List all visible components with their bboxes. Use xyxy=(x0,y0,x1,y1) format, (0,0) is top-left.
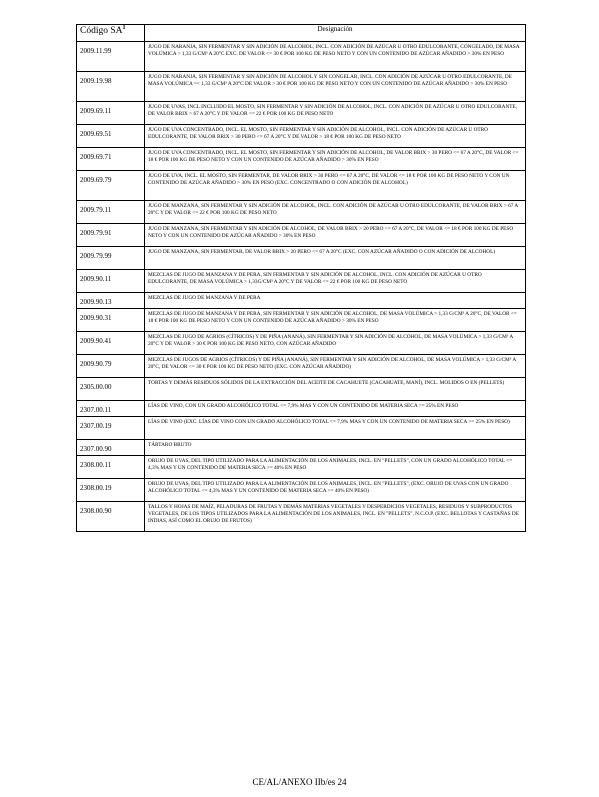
description-cell: MEZCLAS DE JUGO DE MANZANA Y DE PERA xyxy=(145,293,526,309)
description-cell: TORTAS Y DEMÁS RESIDUOS SÓLIDOS DE LA EXTRACCIÓN DEL ACEITE DE CACAHUETE (CACAHUATE, MANÍ), INCL. MOLIDOS O EN (PELLETS) xyxy=(145,378,526,401)
hs-code-cell: 2307.00.90 xyxy=(77,440,145,456)
description-cell: MEZCLAS DE JUGO DE AGRIOS (CÍTRICOS) Y DE PIÑA (ANANÁ), SIN FERMENTAR Y SIN ADICIÓN DE ALCOHOL, DE MASA VOLÚMICA > 1,33 G/CM³ A 20°C Y DE VALOR > 30 € POR 100 KG DE PESO NETO, CON AZÚCAR AÑADIDO xyxy=(145,332,526,355)
hs-code-cell: 2009.69.51 xyxy=(77,125,145,148)
table-row xyxy=(77,332,526,355)
description-cell: MEZCLAS DE JUGO DE MANZANA Y DE PERA, SIN FERMENTAR Y SIN ADICIÓN DE ALCOHOL, INCL. CON ADICIÓN DE AZÚCAR U OTRO EDULCORANTE, DE MASA VOLÚMICA > 1,33G/CM³ A 20°C Y DE VALOR <= 22 € POR 100 KG DE PESO NETO xyxy=(145,270,526,293)
hs-code-cell: 2009.69.79 xyxy=(77,171,145,201)
table-row xyxy=(77,148,526,171)
hs-code-cell: 2009.79.91 xyxy=(77,224,145,247)
header-code-footnote: 1 xyxy=(122,25,126,31)
description-cell: MEZCLAS DE JUGO DE MANZANA Y DE PERA, SIN FERMENTAR Y SIN ADICIÓN DE ALCOHOL, DE MASA VOLÚMICA > 1,33 G/CM³ A 20°C, DE VALOR <= 18 € POR 100 KG DE PESO NETO Y CON UN CONTENIDO DE AZÚCAR AÑADIDO > 30% EN PESO xyxy=(145,309,526,332)
hs-code-cell: 2305.00.00 xyxy=(77,378,145,401)
description-cell: JUGO DE UVA, INCL. EL MOSTO, SIN FERMENTAR, DE VALOR BRIX > 30 PERO <= 67 A 20°C, DE VALOR <= 18 € POR 100 KG DE PESO NETO Y CON UN CONTENIDO DE AZÚCAR AÑADIDO > 30% EN PESO (EXC. CONCENTRADO O CON ADICIÓN DE ALCOHOL) xyxy=(145,171,526,201)
table-row xyxy=(77,125,526,148)
hs-code-cell: 2009.90.79 xyxy=(77,355,145,378)
header-description: Designación xyxy=(145,25,526,42)
table-body xyxy=(77,42,526,532)
description-cell: ORUJO DE UVAS, DEL TIPO UTILIZADO PARA LA ALIMENTACIÓN DE LOS ANIMALES, INCL. EN "PELLETS", CON UN GRADO ALCOHÓLICO TOTAL <= 4,3% MAS Y UN CONTENIDO DE MATERIA SECA >= 40% EN PESO xyxy=(145,456,526,479)
description-cell: MEZCLAS DE JUGOS DE AGRIOS (CÍTRICOS) Y DE PIÑA (ANANÁ), SIN FERMENTAR Y SIN ADICIÓN DE ALCOHOL, DE MASA VOLÚMICA > 1,33 G/CM³ A 20°C, DE VALOR <= 30 € POR 100 KG DE PESO NETO (EXC. CON AZÚCAR AÑADIDO) xyxy=(145,355,526,378)
table-row xyxy=(77,378,526,401)
table-row xyxy=(77,42,526,72)
table-row xyxy=(77,440,526,456)
table-row xyxy=(77,293,526,309)
table-row xyxy=(77,247,526,270)
table-row xyxy=(77,309,526,332)
hs-code-cell: 2009.79.11 xyxy=(77,201,145,224)
table-row xyxy=(77,72,526,102)
description-cell: JUGO DE UVA CONCENTRADO, INCL. EL MOSTO, SIN FERMENTAR Y SIN ADICIÓN DE ALCOHOL, INCL. CON ADICIÓN DE AZÚCAR U OTRO EDULCORANTE, DE VALOR BRIX > 30 PERO <= 67 A 20°C Y DE VALOR > 18 € POR 100 KG DE PESO NETO xyxy=(145,125,526,148)
description-cell: JUGO DE MANZANA, SIN FERMENTAR Y SIN ADICIÓN DE ALCOHOL, DE VALOR BRIX > 20 PERO <= 67 A 20°C, DE VALOR <= 18 € POR 100 KG DE PESO NETO Y CON UN CONTENIDO DE AZÚCAR AÑADIDO > 30% EN PESO xyxy=(145,224,526,247)
table-row xyxy=(77,171,526,201)
table-row xyxy=(77,401,526,417)
hs-code-cell: 2009.90.41 xyxy=(77,332,145,355)
description-cell: JUGO DE UVA CONCENTRADO, INCL. EL MOSTO, SIN FERMENTAR Y SIN ADICIÓN DE ALCOHOL, DE VALOR BRIX > 30 PERO <= 67 A 20°C, DE VALOR <= 18 € POR 100 KG DE PESO NETO Y CON UN CONTENIDO DE AZÚCAR AÑADIDO > 30% EN PESO xyxy=(145,148,526,171)
description-cell: TÁRTARO BRUTO xyxy=(145,440,526,456)
description-cell: TALLOS Y HOJAS DE MAÍZ, PELADURAS DE FRUTAS Y DEMÁS MATERIAS VEGETALES Y DESPERDICIOS VEGETALES, RESIDUOS Y SUBPRODUCTOS VEGETALES, DE LOS TIPOS UTILIZADOS PARA LA ALIMENTACIÓN DE LOS ANIMALES, INCL. EN "PELLETS", N.C.O.P. (EXC. BELLOTAS Y CASTAÑAS DE INDIAS, ASÍ COMO EL ORUJO DE FRUTOS) xyxy=(145,502,526,532)
hs-code-cell: 2009.79.99 xyxy=(77,247,145,270)
hs-code-cell: 2009.90.13 xyxy=(77,293,145,309)
tariff-table xyxy=(76,24,526,532)
table-row xyxy=(77,201,526,224)
description-cell: ORUJO DE UVAS, DEL TIPO UTILIZADO PARA LA ALIMENTACIÓN DE LOS ANIMALES, INCL. EN "PELLETS", (EXC. ORUJO DE UVAS CON UN GRADO ALCOHÓLICO TOTAL <= 4,3% MAS Y UN CONTENIDO DE MATERIA SECA >= 40% EN PESO) xyxy=(145,479,526,502)
table-row xyxy=(77,270,526,293)
hs-code-cell: 2009.69.11 xyxy=(77,102,145,125)
page-footer: CE/AL/ANEXO IIb/es 24 xyxy=(252,777,347,787)
header-code xyxy=(77,25,145,42)
table-row xyxy=(77,355,526,378)
hs-code-cell: 2009.90.31 xyxy=(77,309,145,332)
header-code-label: Código SA xyxy=(80,26,123,37)
table-header-row xyxy=(77,25,526,42)
table-row xyxy=(77,417,526,440)
hs-code-cell: 2009.19.98 xyxy=(77,72,145,102)
description-cell: JUGO DE NARANJA, SIN FERMENTAR Y SIN ADICIÓN DE ALCOHOL Y SIN CONGELAR, INCL. CON ADICIÓN DE AZÚCAR U OTRO EDULCORANTE, DE MASA VOLÚMICA =< 1,33 G/CM³ A 20°C DE VALOR > 30 € POR 100 KG DE PESO NETO Y CON UN CONTENIDO DE AZÚCAR AÑADIDO > 30% EN PESO xyxy=(145,72,526,102)
table-row xyxy=(77,224,526,247)
description-cell: JUGO DE MANZANA, SIN FERMENTAR Y SIN ADICIÓN DE ALCOHOL, INCL. CON ADICIÓN DE AZÚCAR U OTRO EDULCORANTE, DE VALOR BRIX > 67 A 20°C Y DE VALOR <= 22 € POR 100 KG DE PESO NETO xyxy=(145,201,526,224)
table-row xyxy=(77,102,526,125)
description-cell: JUGO DE MANZANA, SIN FERMENTAR, DE VALOR BRIX > 20 PERO <= 67 A 20°C (EXC. CON AZÚCAR AÑADIDO O CON ADICIÓN DE ALCOHOL) xyxy=(145,247,526,270)
hs-code-cell: 2308.00.19 xyxy=(77,479,145,502)
hs-code-cell: 2307.00.11 xyxy=(77,401,145,417)
hs-code-cell: 2307.00.19 xyxy=(77,417,145,440)
table-row xyxy=(77,456,526,479)
description-cell: LÍAS DE VINO (EXC. LÍAS DE VINO CON UN GRADO ALCOHÓLICO TOTAL <= 7,9% MAS Y CON UN CONTENIDO DE MATERIA SECA >= 25% EN PESO) xyxy=(145,417,526,440)
hs-code-cell: 2009.90.11 xyxy=(77,270,145,293)
hs-code-cell: 2308.00.90 xyxy=(77,502,145,532)
hs-code-cell: 2308.00.11 xyxy=(77,456,145,479)
table-row xyxy=(77,502,526,532)
table-row xyxy=(77,479,526,502)
description-cell: LÍAS DE VINO, CON UN GRADO ALCOHÓLICO TOTAL <= 7,9% MAS Y CON UN CONTENIDO DE MATERIA SECA >= 25% EN PESO xyxy=(145,401,526,417)
description-cell: JUGO DE UVAS, INCL INCLUIDO EL MOSTO, SIN FERMENTAR Y SIN ADICIÓN DE ALCOHOL, INCL. CON ADICIÓN DE AZÚCAR U OTRO EDULCORANTE, DE VALOR BRIX > 67 A 20°C Y DE VALOR <= 22 € POR 100 KG DE PESO NETO xyxy=(145,102,526,125)
hs-code-cell: 2009.69.71 xyxy=(77,148,145,171)
description-cell: JUGO DE NARANJA, SIN FERMENTAR Y SIN ADICIÓN DE ALCOHOL, INCL. CON ADICIÓN DE AZÚCAR U OTRO EDULCORANTE, CONGELADO, DE MASA VOLÚMICA > 1,33 G/CM³ A 20°C EXC. DE VALOR <= 30 € POR 100 KG DE PESO NETO Y CON UN CONTENIDO DE AZÚCAR AÑADIDO > 30% EN PESO xyxy=(145,42,526,72)
hs-code-cell: 2009.11.99 xyxy=(77,42,145,72)
